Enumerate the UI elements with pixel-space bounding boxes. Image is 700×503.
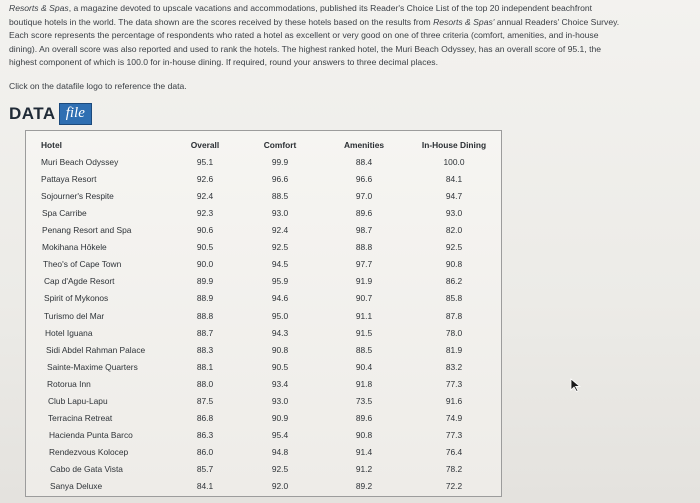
table-row-hotel-name: Cap d'Agde Resort (44, 276, 115, 287)
table-row-hotel-name: Cabo de Gata Vista (50, 463, 123, 474)
table-cell-comfort: 93.4 (271, 378, 289, 389)
table-cell-overall: 88.9 (196, 293, 214, 304)
mouse-pointer-icon (570, 378, 582, 392)
table-cell-in-house-dining: 84.1 (445, 174, 463, 184)
table-cell-comfort: 94.8 (271, 446, 289, 457)
table-cell-comfort: 92.5 (271, 463, 289, 474)
table-cell-comfort: 92.5 (271, 242, 289, 253)
datafile-logo-file-text: file (59, 103, 92, 125)
table-cell-overall: 88.1 (196, 361, 214, 372)
table-row-hotel-name: Turismo del Mar (44, 310, 105, 321)
column-header-comfort: Comfort (263, 140, 297, 150)
table-row-hotel-name: Sojourner's Respite (41, 191, 114, 202)
table-cell-overall: 88.0 (196, 378, 214, 389)
table-cell-amenities: 90.8 (355, 429, 373, 440)
table-cell-comfort: 99.9 (271, 157, 289, 167)
table-row-hotel-name: Terracina Retreat (48, 412, 113, 423)
problem-statement (9, 2, 681, 70)
table-cell-comfort: 90.5 (271, 361, 289, 372)
datafile-logo-data-text: DATA (9, 104, 56, 123)
datafile-logo-button[interactable] (9, 103, 92, 125)
table-cell-overall: 86.0 (196, 446, 214, 457)
table-cell-amenities: 73.5 (355, 395, 373, 406)
table-row-hotel-name: Rotorua Inn (47, 378, 91, 389)
table-cell-amenities: 98.7 (355, 225, 373, 236)
table-cell-amenities: 89.2 (355, 480, 373, 491)
table-cell-overall: 89.9 (196, 276, 214, 287)
table-cell-amenities: 91.5 (355, 327, 373, 338)
column-header-hotel: Hotel (41, 140, 62, 150)
table-cell-comfort: 94.6 (271, 293, 289, 304)
table-cell-overall: 92.4 (196, 191, 214, 202)
table-row-hotel-name: Penang Resort and Spa (42, 225, 132, 236)
table-cell-amenities: 91.1 (355, 310, 373, 321)
table-row-hotel-name: Hotel Iguana (45, 327, 93, 338)
table-cell-comfort: 88.5 (271, 191, 289, 202)
table-cell-comfort: 92.0 (271, 480, 289, 491)
hotel-scores-table (25, 130, 502, 497)
table-row-hotel-name: Theo's of Cape Town (43, 259, 122, 270)
table-cell-amenities: 90.4 (355, 361, 373, 372)
table-cell-in-house-dining: 78.2 (445, 463, 463, 474)
table-cell-in-house-dining: 100.0 (443, 157, 465, 167)
table-cell-in-house-dining: 94.7 (445, 191, 463, 202)
table-cell-overall: 88.7 (196, 327, 214, 338)
table-cell-overall: 87.5 (196, 395, 214, 406)
intro-line-1: Resorts & Spas, a magazine devoted to upscale vacations and accommodations, published its Reader's Choice List of the top 20 independent beachfront (9, 3, 593, 13)
table-cell-amenities: 89.6 (355, 208, 373, 219)
datafile-instruction: Click on the datafile logo to reference the data. (9, 81, 187, 91)
table-row-hotel-name: Sidi Abdel Rahman Palace (46, 344, 146, 355)
table-cell-in-house-dining: 90.8 (445, 259, 463, 270)
table-cell-comfort: 92.4 (271, 225, 289, 236)
table-row-hotel-name: Mokihana Hōkele (42, 242, 107, 253)
table-cell-in-house-dining: 81.9 (445, 344, 463, 355)
table-row-hotel-name: Hacienda Punta Barco (49, 429, 133, 440)
table-cell-comfort: 93.0 (271, 208, 289, 219)
table-row-hotel-name: Spirit of Mykonos (44, 293, 109, 304)
table-cell-comfort: 95.9 (271, 276, 289, 287)
table-cell-amenities: 91.9 (355, 276, 373, 287)
table-cell-overall: 92.3 (196, 208, 214, 219)
table-cell-amenities: 96.6 (355, 174, 373, 184)
table-cell-in-house-dining: 72.2 (445, 480, 463, 491)
survey-name: Resorts & Spas' (433, 16, 495, 27)
table-row-hotel-name: Sainte-Maxime Quarters (47, 361, 138, 372)
table-row-hotel-name: Rendezvous Kolocep (49, 446, 129, 457)
table-row-hotel-name: Muri Beach Odyssey (41, 157, 119, 167)
table-cell-in-house-dining: 77.3 (445, 378, 463, 389)
table-cell-amenities: 91.8 (355, 378, 373, 389)
table-cell-in-house-dining: 93.0 (445, 208, 463, 219)
table-cell-in-house-dining: 77.3 (445, 429, 463, 440)
intro-line-5: highest component of which is 100.0 for in-house dining. If required, round your answers to three decimal places. (9, 57, 438, 68)
table-cell-overall: 88.3 (196, 344, 214, 355)
table-cell-comfort: 95.4 (271, 429, 289, 440)
table-cell-amenities: 89.6 (355, 412, 373, 423)
table-row-hotel-name: Pattaya Resort (41, 174, 97, 184)
table-row-hotel-name: Club Lapu-Lapu (48, 395, 108, 406)
table-cell-amenities: 97.0 (355, 191, 373, 202)
column-header-in-house-dining: In-House Dining (421, 140, 487, 150)
column-header-overall: Overall (190, 140, 220, 150)
table-cell-in-house-dining: 82.0 (445, 225, 463, 236)
table-cell-amenities: 91.2 (355, 463, 373, 474)
table-row-hotel-name: Spa Carribe (42, 208, 87, 219)
magazine-name: Resorts & Spas (9, 3, 69, 13)
table-cell-in-house-dining: 87.8 (445, 310, 463, 321)
table-cell-overall: 86.3 (196, 429, 214, 440)
table-cell-amenities: 91.4 (355, 446, 373, 457)
table-cell-amenities: 88.8 (355, 242, 373, 253)
table-cell-overall: 90.6 (196, 225, 214, 236)
table-cell-comfort: 96.6 (271, 174, 289, 184)
table-row-hotel-name: Sanya Deluxe (50, 480, 103, 491)
table-cell-in-house-dining: 76.4 (445, 446, 463, 457)
table-cell-in-house-dining: 86.2 (445, 276, 463, 287)
table-cell-overall: 95.1 (196, 157, 214, 167)
table-cell-comfort: 94.3 (271, 327, 289, 338)
table-cell-in-house-dining: 74.9 (445, 412, 463, 423)
table-cell-overall: 90.0 (196, 259, 214, 270)
table-cell-overall: 88.8 (196, 310, 214, 321)
table-cell-in-house-dining: 92.5 (445, 242, 463, 253)
table-cell-comfort: 93.0 (271, 395, 289, 406)
table-cell-overall: 92.6 (196, 174, 214, 184)
table-cell-in-house-dining: 91.6 (445, 395, 463, 406)
table-cell-comfort: 94.5 (271, 259, 289, 270)
table-cell-amenities: 90.7 (355, 293, 373, 304)
table-cell-overall: 86.8 (196, 412, 214, 423)
table-cell-in-house-dining: 78.0 (445, 327, 463, 338)
table-cell-in-house-dining: 83.2 (445, 361, 463, 372)
table-cell-amenities: 97.7 (355, 259, 373, 270)
table-cell-overall: 85.7 (196, 463, 214, 474)
table-cell-comfort: 95.0 (271, 310, 289, 321)
table-cell-overall: 84.1 (196, 480, 214, 491)
table-cell-amenities: 88.4 (355, 157, 373, 167)
column-header-amenities: Amenities (343, 140, 385, 150)
intro-line-4: dining). An overall score was also reported and used to rank the hotels. The highest ranked hotel, the Muri Beach Odyssey, has an overall score of 95.1, the (9, 43, 602, 54)
table-cell-amenities: 88.5 (355, 344, 373, 355)
table-cell-in-house-dining: 85.8 (445, 293, 463, 304)
intro-line-3: Each score represents the percentage of respondents who rated a hotel as excellent or very good on one of three criteria (comfort, amenities, and in-house (9, 30, 599, 41)
table-cell-comfort: 90.8 (271, 344, 289, 355)
table-cell-overall: 90.5 (196, 242, 214, 253)
table-cell-comfort: 90.9 (271, 412, 289, 423)
intro-line-2: boutique hotels in the world. The data shown are the scores received by these hotels based on the results from Resorts & Spas' annual Readers' Choice Survey. (9, 16, 620, 27)
